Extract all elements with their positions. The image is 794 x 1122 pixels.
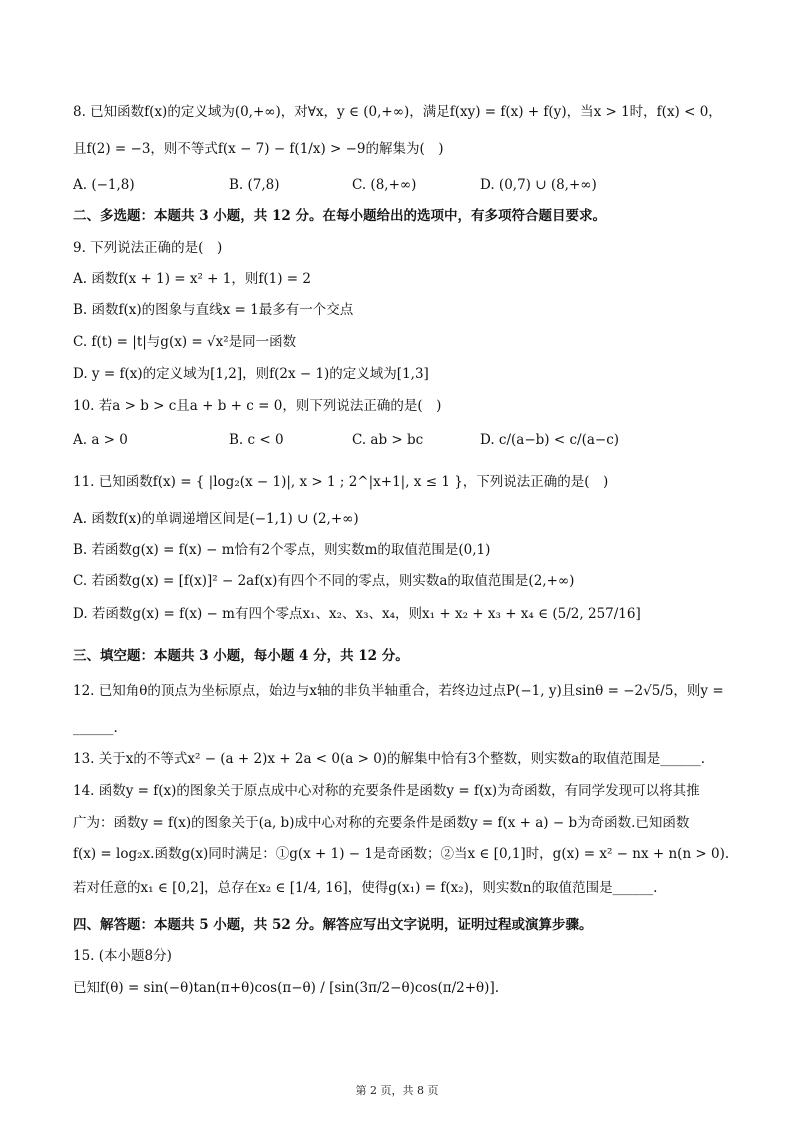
q14-line1: 14. 函数y = f(x)的图象关于原点成中心对称的充要条件是函数y = f(x)为奇函数，有同学发现可以将其推 — [73, 783, 700, 799]
q12-line1: 12. 已知角θ的顶点为坐标原点，始边与x轴的非负半轴重合，若终边过点P(−1, y)且sinθ = −2√5/5，则y = — [73, 683, 724, 699]
q11-option-d: D. 若函数g(x) = f(x) − m有四个零点x₁、x₂、x₃、x₄，则x₁ + x₂ + x₃ + x₄ ∈ (5/2, 257/16] — [73, 606, 641, 622]
q8-option-a: A. (−1,8) — [73, 177, 135, 193]
section-fill-in-header: 三、填空题：本题共 3 小题，每小题 4 分，共 12 分。 — [73, 648, 409, 664]
q15-title: 15. (本小题8分) — [73, 948, 172, 964]
q10-option-c: C. ab > bc — [352, 432, 424, 448]
q11-stem: 11. 已知函数f(x) = { |log₂(x − 1)|, x > 1 ; 2^|x+1|, x ≤ 1 }，下列说法正确的是( ) — [73, 474, 609, 490]
q14-line4: 若对任意的x₁ ∈ [0,2]，总存在x₂ ∈ [1/4, 16]，使得g(x₁) = f(x₂)，则实数n的取值范围是______. — [73, 880, 658, 896]
q12-line2: ______. — [73, 720, 118, 736]
q8-option-c: C. (8,+∞) — [352, 177, 417, 193]
q11-option-b: B. 若函数g(x) = f(x) − m恰有2个零点，则实数m的取值范围是(0,1) — [73, 542, 491, 558]
q10-option-d: D. c/(a−b) < c/(a−c) — [480, 432, 620, 448]
section-free-response-header: 四、解答题：本题共 5 小题，共 52 分。解答应写出文字说明，证明过程或演算步骤。 — [73, 917, 593, 933]
q8-line2: 且f(2) = −3，则不等式f(x − 7) − f(1/x) > −9的解集为( ) — [73, 141, 444, 157]
q9-option-c: C. f(t) = |t|与g(x) = √x²是同一函数 — [73, 334, 297, 350]
q11-option-c: C. 若函数g(x) = [f(x)]² − 2af(x)有四个不同的零点，则实数a的取值范围是(2,+∞) — [73, 573, 575, 589]
q13-stem: 13. 关于x的不等式x² − (a + 2)x + 2a < 0(a > 0)的解集中恰有3个整数，则实数a的取值范围是______. — [73, 751, 705, 767]
q10-option-b: B. c < 0 — [229, 432, 284, 448]
q8-option-b: B. (7,8) — [229, 177, 280, 193]
page-footer: 第 2 页，共 8 页 — [355, 1084, 439, 1097]
q11-option-a: A. 函数f(x)的单调递增区间是(−1,1) ∪ (2,+∞) — [73, 511, 359, 527]
section-multiple-choice-header: 二、多选题：本题共 3 小题，共 12 分。在每小题给出的选项中，有多项符合题目要求。 — [73, 208, 606, 224]
q14-line2: 广为：函数y = f(x)的图象关于(a, b)成中心对称的充要条件是函数y = f(x + a) − b为奇函数.已知函数 — [73, 815, 690, 831]
q9-option-a: A. 函数f(x + 1) = x² + 1，则f(1) = 2 — [73, 271, 311, 287]
q10-option-a: A. a > 0 — [73, 432, 128, 448]
q9-option-b: B. 函数f(x)的图象与直线x = 1最多有一个交点 — [73, 302, 354, 318]
q9-stem: 9. 下列说法正确的是( ) — [73, 240, 223, 256]
q14-line3: f(x) = log₂x.函数g(x)同时满足：①g(x + 1) − 1是奇函数；②当x ∈ [0,1]时，g(x) = x² − nx + n(n > 0). — [73, 846, 730, 862]
q8-line1: 8. 已知函数f(x)的定义域为(0,+∞)，对∀x，y ∈ (0,+∞)，满足f(xy) = f(x) + f(y)，当x > 1时，f(x) < 0， — [73, 104, 722, 120]
q10-stem: 10. 若a > b > c且a + b + c = 0，则下列说法正确的是( ) — [73, 398, 442, 414]
q9-option-d: D. y = f(x)的定义域为[1,2]，则f(2x − 1)的定义域为[1,3] — [73, 366, 429, 382]
q15-line1: 已知f(θ) = sin(−θ)tan(π+θ)cos(π−θ) / [sin(3π/2−θ)cos(π/2+θ)]. — [73, 980, 500, 996]
q8-option-d: D. (0,7) ∪ (8,+∞) — [480, 177, 597, 193]
